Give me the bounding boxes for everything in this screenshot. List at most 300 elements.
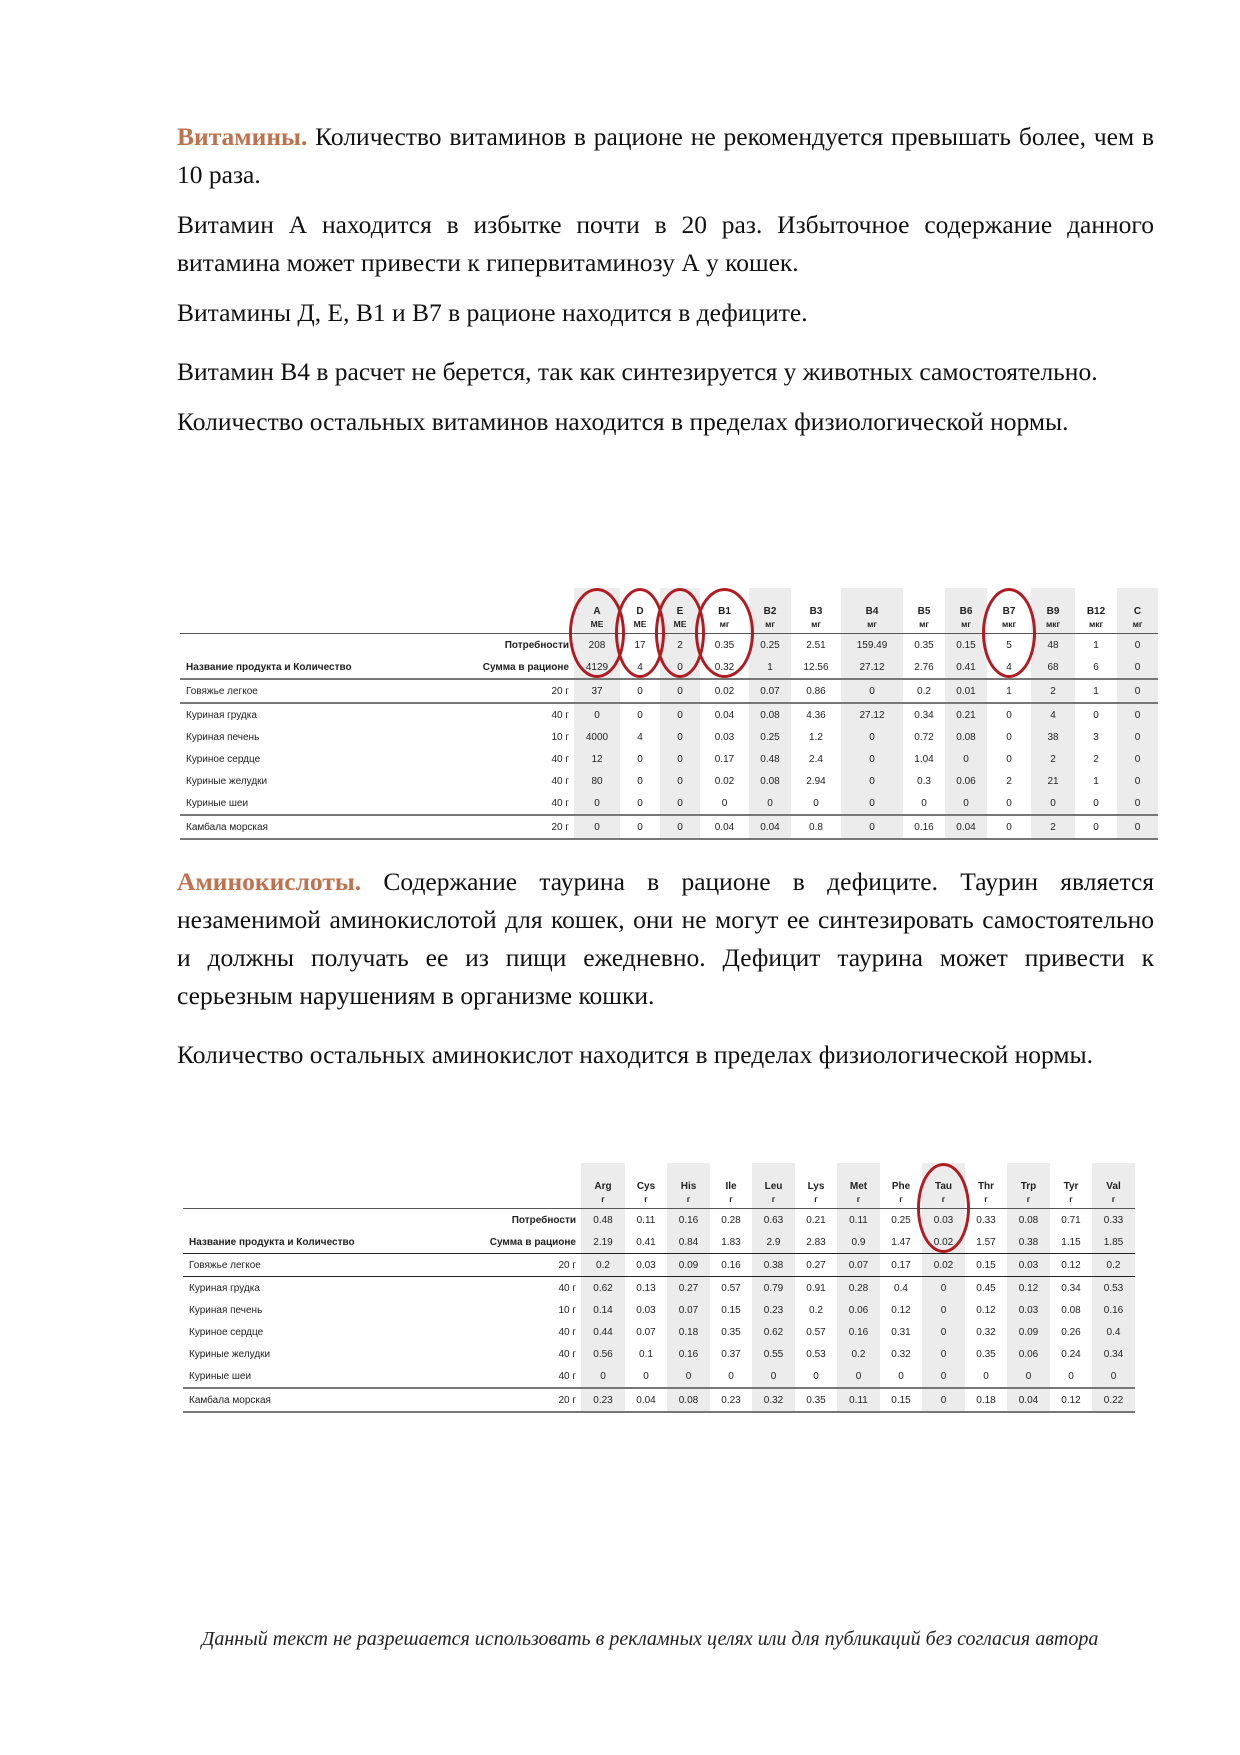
cell-value: 0 [625, 1365, 667, 1388]
column-name: B9 [1046, 606, 1060, 617]
product-name: Куриная грудка [186, 709, 257, 721]
column-unit: мг [961, 619, 971, 629]
column-header-a [574, 588, 620, 634]
column-unit: мкг [1088, 619, 1104, 629]
column-name: Trp [1020, 1181, 1037, 1192]
cell-value: 0 [1031, 792, 1075, 815]
cell-value: 0.48 [749, 748, 791, 770]
header-row [183, 1163, 1135, 1209]
cell-value: 1.04 [914, 753, 934, 765]
cell-value: 0.02 [700, 679, 749, 703]
cell-value: 4 [637, 731, 643, 743]
cell-value: 0.72 [914, 731, 934, 743]
column-header-his [667, 1163, 710, 1209]
column-header-b5 [903, 588, 945, 634]
cell-value: 0 [922, 1299, 965, 1321]
cell-value: 0 [922, 1277, 965, 1300]
cell-value: 0.34 [1092, 1343, 1135, 1365]
needs-label: Потребности [504, 639, 569, 651]
column-unit: МЕ [633, 619, 647, 629]
table-row [183, 1277, 1135, 1300]
cell-value: 0 [1092, 1365, 1135, 1388]
cell-value: 21 [1031, 770, 1075, 792]
vitamins-heading: Витамины. [177, 122, 308, 151]
product-name: Говяжье легкое [180, 679, 390, 703]
spacer [183, 1209, 393, 1232]
column-header-b4 [841, 588, 903, 634]
cell-value: 0.04 [714, 709, 735, 721]
sum-row [183, 1231, 1135, 1254]
needs-value: 0.35 [714, 639, 735, 651]
cell-value: 0.2 [809, 1304, 823, 1316]
spacer [180, 634, 390, 657]
cell-value: 0.3 [917, 775, 931, 787]
column-header-lys [795, 1163, 837, 1209]
needs-value: 0.48 [581, 1209, 625, 1232]
column-header-trp [1007, 1163, 1050, 1209]
column-header-b7 [987, 588, 1031, 634]
cell-value: 0.15 [721, 1304, 741, 1316]
product-name: Куриная грудка [189, 1282, 260, 1294]
header-spacer [390, 588, 574, 634]
cell-value: 0 [1117, 726, 1158, 748]
cell-value: 0.18 [667, 1321, 710, 1343]
product-name: Куриные шеи [183, 1365, 393, 1388]
cell-value: 0 [637, 775, 643, 787]
cell-value: 0.08 [1061, 1304, 1081, 1316]
cell-value: 2.4 [809, 753, 823, 765]
cell-value: 0 [660, 726, 700, 748]
column-header-b6 [945, 588, 987, 634]
needs-value: 208 [574, 634, 620, 657]
cell-value: 0.79 [752, 1277, 795, 1300]
column-header-d [620, 588, 660, 634]
column-name: Phe [891, 1181, 911, 1192]
needs-value: 0.21 [806, 1214, 826, 1226]
column-name: B12 [1086, 606, 1106, 617]
vitamins-intro-paragraph [177, 118, 1154, 194]
product-column-header: Название продукта и Количество [180, 656, 390, 679]
cell-value: 0 [1093, 709, 1099, 721]
needs-value: 0.33 [976, 1214, 996, 1226]
column-unit: МЕ [673, 619, 687, 629]
column-unit: мг [719, 619, 730, 629]
column-unit: г [686, 1194, 691, 1204]
cell-value: 0.25 [749, 726, 791, 748]
cell-value: 0.31 [891, 1326, 911, 1338]
product-name: Куриная печень [189, 1304, 263, 1316]
cell-value: 0.03 [636, 1304, 656, 1316]
cell-value: 0.03 [625, 1254, 667, 1277]
cell-value: 0.03 [1007, 1254, 1050, 1277]
column-unit: г [771, 1194, 776, 1204]
sum-value: 1 [749, 656, 791, 679]
column-name: Cys [636, 1181, 656, 1192]
header-spacer [180, 588, 390, 634]
cell-value: 0 [574, 703, 620, 726]
cell-value: 0.04 [749, 815, 791, 839]
needs-value: 0.33 [1092, 1209, 1135, 1232]
cell-value: 0.16 [1092, 1299, 1135, 1321]
column-name: Val [1106, 1181, 1121, 1192]
cell-value: 0.1 [639, 1348, 653, 1360]
cell-value: 0 [620, 815, 660, 839]
cell-value: 0.13 [636, 1282, 656, 1294]
column-name: B3 [809, 606, 823, 617]
column-name: A [593, 606, 601, 617]
cell-value: 0.07 [749, 679, 791, 703]
cell-value: 0 [965, 1365, 1007, 1388]
sum-value: 6 [1075, 656, 1117, 679]
cell-value: 0.62 [581, 1277, 625, 1300]
cell-value: 0.53 [806, 1348, 826, 1360]
cell-value: 0.01 [945, 679, 987, 703]
cell-value: 0.12 [1050, 1388, 1092, 1412]
column-name: B4 [865, 606, 879, 617]
cell-value: 0 [1050, 1365, 1092, 1388]
column-header-c [1117, 588, 1158, 634]
cell-value: 0 [841, 726, 903, 748]
cell-value: 0 [710, 1365, 752, 1388]
cell-value: 0 [660, 770, 700, 792]
cell-value: 0.56 [581, 1343, 625, 1365]
copyright-notice: Данный текст не разрешается использовать в рекламных целях или для публикаций без согласия автора [201, 1628, 1099, 1650]
cell-value: 0 [1117, 770, 1158, 792]
sum-value: 2.83 [795, 1231, 837, 1254]
cell-value: 0 [987, 792, 1031, 815]
cell-value: 0.11 [837, 1388, 880, 1412]
needs-value: 5 [1006, 639, 1012, 651]
cell-value: 0.04 [945, 815, 987, 839]
cell-value: 2 [1093, 753, 1099, 765]
product-name: Куриные желудки [186, 775, 268, 787]
vitamins-section [177, 118, 1154, 441]
cell-value: 0 [1117, 679, 1158, 703]
cell-value: 0.28 [837, 1277, 880, 1300]
column-unit: МЕ [590, 619, 604, 629]
cell-value: 0 [620, 679, 660, 703]
table-row [180, 679, 1158, 703]
needs-label: Потребности [511, 1214, 576, 1226]
cell-value: 0.4 [1092, 1321, 1135, 1343]
cell-value: 0.03 [714, 731, 735, 743]
cell-value: 0.04 [625, 1388, 667, 1412]
product-amount: 40 г [551, 709, 569, 721]
column-name: Ile [725, 1181, 737, 1192]
sum-row [180, 656, 1158, 679]
cell-value: 3 [1093, 731, 1099, 743]
cell-value: 0 [574, 792, 620, 815]
column-unit: г [941, 1194, 946, 1204]
needs-value: 0.11 [837, 1209, 880, 1232]
cell-value: 0.12 [1050, 1254, 1092, 1277]
sum-label: Сумма в рационе [393, 1231, 581, 1254]
column-header-cys [625, 1163, 667, 1209]
needs-value: 1 [1093, 639, 1099, 651]
cell-value: 0.35 [795, 1388, 837, 1412]
cell-value: 0 [667, 1365, 710, 1388]
cell-value: 0.18 [965, 1388, 1007, 1412]
sum-value: 0.41 [625, 1231, 667, 1254]
cell-value: 0.07 [636, 1326, 656, 1338]
cell-value: 0.62 [752, 1321, 795, 1343]
vitamin-table [180, 588, 1158, 840]
cell-value: 0 [1117, 748, 1158, 770]
column-header-val [1092, 1163, 1135, 1209]
amino-intro-paragraph [177, 863, 1154, 1015]
product-name: Куриные шеи [180, 792, 390, 815]
column-header-b9 [1031, 588, 1075, 634]
column-name: Tau [934, 1181, 953, 1192]
column-header-b2 [749, 588, 791, 634]
product-name: Камбала морская [180, 815, 390, 839]
cell-value: 0.27 [667, 1277, 710, 1300]
cell-value: 0 [1007, 1365, 1050, 1388]
column-unit: мкг [1001, 619, 1017, 629]
table-row [180, 703, 1158, 726]
product-name: Куриное сердце [186, 753, 261, 765]
cell-value: 0 [945, 748, 987, 770]
data-table [183, 1163, 1135, 1413]
needs-value: 48 [1031, 634, 1075, 657]
sum-value: 1.57 [965, 1231, 1007, 1254]
cell-value: 2.94 [806, 775, 826, 787]
cell-value: 0.91 [806, 1282, 826, 1294]
vitamins-intro-text: Количество витаминов в рационе не рекомендуется превышать более, чем в 10 раза. [177, 122, 1154, 189]
product-amount: 40 г [393, 1365, 581, 1388]
cell-value: 0.38 [752, 1254, 795, 1277]
sum-value: 27.12 [841, 656, 903, 679]
needs-row [180, 634, 1158, 657]
cell-value: 0 [637, 753, 643, 765]
cell-value: 0.44 [581, 1321, 625, 1343]
table-row [180, 815, 1158, 839]
column-name: D [636, 606, 644, 617]
cell-value: 0.2 [903, 679, 945, 703]
needs-value: 0.03 [922, 1209, 965, 1232]
table-row [183, 1365, 1135, 1388]
cell-value: 0 [660, 703, 700, 726]
cell-value: 0 [837, 1365, 880, 1388]
cell-value: 0 [1006, 709, 1012, 721]
column-header-arg [581, 1163, 625, 1209]
column-header-b1 [700, 588, 749, 634]
column-header-met [837, 1163, 880, 1209]
product-amount: 20 г [393, 1254, 581, 1277]
cell-value: 0.2 [837, 1343, 880, 1365]
sum-value: 4 [620, 656, 660, 679]
needs-value: 0.71 [1061, 1214, 1081, 1226]
column-name: C [1133, 606, 1142, 617]
product-amount: 10 г [551, 731, 569, 743]
cell-value: 0.14 [581, 1299, 625, 1321]
sum-value: 0.84 [667, 1231, 710, 1254]
cell-value: 38 [1031, 726, 1075, 748]
cell-value: 0 [791, 792, 841, 815]
cell-value: 0.35 [976, 1348, 996, 1360]
product-name: Камбала морская [183, 1388, 393, 1412]
column-unit: г [984, 1194, 988, 1204]
cell-value: 0.06 [945, 770, 987, 792]
cell-value: 0 [637, 709, 643, 721]
cell-value: 0.32 [976, 1326, 996, 1338]
vitamins-paragraph: Витамин В4 в расчет не берется, так как синтезируется у животных самостоятельно. [177, 357, 1098, 386]
cell-value: 0 [1006, 753, 1012, 765]
cell-value: 0 [660, 815, 700, 839]
sum-value: 0.38 [1007, 1231, 1050, 1254]
cell-value: 4000 [574, 726, 620, 748]
cell-value: 0 [841, 815, 903, 839]
sum-value: 0 [1117, 656, 1158, 679]
needs-value: 0.28 [721, 1214, 741, 1226]
amino-acid-table [183, 1163, 1135, 1413]
column-name: Met [849, 1181, 868, 1192]
column-name: B1 [718, 606, 731, 617]
cell-value: 0 [620, 792, 660, 815]
column-header-phe [880, 1163, 922, 1209]
cell-value: 0.09 [667, 1254, 710, 1277]
cell-value: 0.06 [837, 1299, 880, 1321]
cell-value: 0 [841, 792, 903, 815]
cell-value: 0 [922, 1343, 965, 1365]
cell-value: 0.08 [667, 1388, 710, 1412]
cell-value: 0.86 [791, 679, 841, 703]
cell-value: 4.36 [806, 709, 826, 721]
cell-value: 0 [574, 815, 620, 839]
cell-value: 0.53 [1092, 1277, 1135, 1300]
cell-value: 4 [1031, 703, 1075, 726]
sum-value: 1.15 [1050, 1231, 1092, 1254]
cell-value: 0.06 [1007, 1343, 1050, 1365]
cell-value: 0.12 [891, 1304, 911, 1316]
column-name: Thr [977, 1181, 995, 1192]
table-row [180, 748, 1158, 770]
sum-value: 2.76 [903, 656, 945, 679]
needs-value: 0.15 [945, 634, 987, 657]
amino-intro-text: Содержание таурина в рационе в дефиците. Таурин является незаменимой аминокислотой для кошек, они не могут ее синтезировать самостоятельно и должны получать ее из пищи ежедневно. Дефицит таурина может привести к серьезным нарушениям в организме кошки. [177, 867, 1154, 1010]
cell-value: 0.12 [976, 1304, 996, 1316]
cell-value: 0 [795, 1365, 837, 1388]
sum-value: 1.83 [710, 1231, 752, 1254]
table-row [183, 1299, 1135, 1321]
cell-value: 0.08 [945, 726, 987, 748]
cell-value: 0 [1117, 815, 1158, 839]
cell-value: 0.22 [1092, 1388, 1135, 1412]
product-amount: 20 г [390, 679, 574, 703]
column-header-e [660, 588, 700, 634]
cell-value: 0 [749, 792, 791, 815]
cell-value: 0 [700, 792, 749, 815]
product-amount: 40 г [390, 792, 574, 815]
column-name: His [680, 1181, 697, 1192]
needs-value: 2 [660, 634, 700, 657]
table-row [180, 792, 1158, 815]
cell-value: 0.8 [791, 815, 841, 839]
cell-value: 0.32 [752, 1388, 795, 1412]
cell-value: 0.21 [945, 703, 987, 726]
column-unit: г [644, 1194, 648, 1204]
cell-value: 80 [574, 770, 620, 792]
cell-value: 0 [841, 770, 903, 792]
cell-value: 0 [922, 1388, 965, 1412]
cell-value: 0.23 [710, 1388, 752, 1412]
column-header-tyr [1050, 1163, 1092, 1209]
cell-value: 0.26 [1061, 1326, 1081, 1338]
cell-value: 0.17 [714, 753, 735, 765]
cell-value: 0.04 [1007, 1388, 1050, 1412]
column-unit: г [1111, 1194, 1116, 1204]
product-amount: 40 г [558, 1282, 576, 1294]
cell-value: 0.03 [1007, 1299, 1050, 1321]
column-header-b12 [1075, 588, 1117, 634]
table-row [183, 1254, 1135, 1277]
sum-value: 2.19 [581, 1231, 625, 1254]
column-name: Arg [594, 1181, 612, 1192]
needs-value: 0.16 [667, 1209, 710, 1232]
needs-value: 159.49 [841, 634, 903, 657]
cell-value: 1 [987, 679, 1031, 703]
sum-value: 0.02 [922, 1231, 965, 1254]
header-spacer [393, 1163, 581, 1209]
vitamins-paragraph: Количество остальных витаминов находится в пределах физиологической нормы. [177, 407, 1069, 436]
sum-value: 68 [1031, 656, 1075, 679]
cell-value: 0 [1075, 792, 1117, 815]
column-unit: г [1069, 1194, 1073, 1204]
sum-value: 4 [987, 656, 1031, 679]
cell-value: 0.34 [914, 709, 934, 721]
column-name: B5 [917, 606, 931, 617]
cell-value: 0.07 [667, 1299, 710, 1321]
column-unit: г [814, 1194, 818, 1204]
needs-value: 17 [634, 639, 646, 651]
cell-value: 0 [1075, 815, 1117, 839]
cell-value: 0.35 [721, 1326, 741, 1338]
column-header-tau [922, 1163, 965, 1209]
column-unit: мг [1132, 619, 1143, 629]
product-amount: 20 г [393, 1388, 581, 1412]
cell-value: 0.09 [1007, 1321, 1050, 1343]
cell-value: 0.16 [903, 815, 945, 839]
header-spacer [183, 1163, 393, 1209]
product-name: Куриные желудки [189, 1348, 271, 1360]
column-header-thr [965, 1163, 1007, 1209]
column-unit: мг [867, 619, 877, 629]
sum-value: 0.41 [945, 656, 987, 679]
cell-value: 0.16 [710, 1254, 752, 1277]
product-amount: 20 г [390, 815, 574, 839]
cell-value: 1 [1093, 775, 1099, 787]
table-row [180, 726, 1158, 748]
product-name: Куриное сердце [189, 1326, 264, 1338]
table-row [183, 1388, 1135, 1412]
sum-value: 1.85 [1092, 1231, 1135, 1254]
table-row [180, 770, 1158, 792]
product-column-header: Название продукта и Количество [183, 1231, 393, 1254]
cell-value: 37 [574, 679, 620, 703]
column-name: Leu [764, 1181, 783, 1192]
cell-value: 0 [1117, 703, 1158, 726]
cell-value: 0.57 [806, 1326, 826, 1338]
column-header-b3 [791, 588, 841, 634]
column-unit: мкг [1045, 619, 1061, 629]
cell-value: 0.4 [894, 1282, 908, 1294]
cell-value: 0.07 [837, 1254, 880, 1277]
amino-paragraph: Количество остальных аминокислот находится в пределах физиологической нормы. [177, 1040, 1093, 1069]
cell-value: 0 [1117, 792, 1158, 815]
needs-value: 0.08 [1007, 1209, 1050, 1232]
data-table [180, 588, 1158, 840]
cell-value: 0 [987, 815, 1031, 839]
